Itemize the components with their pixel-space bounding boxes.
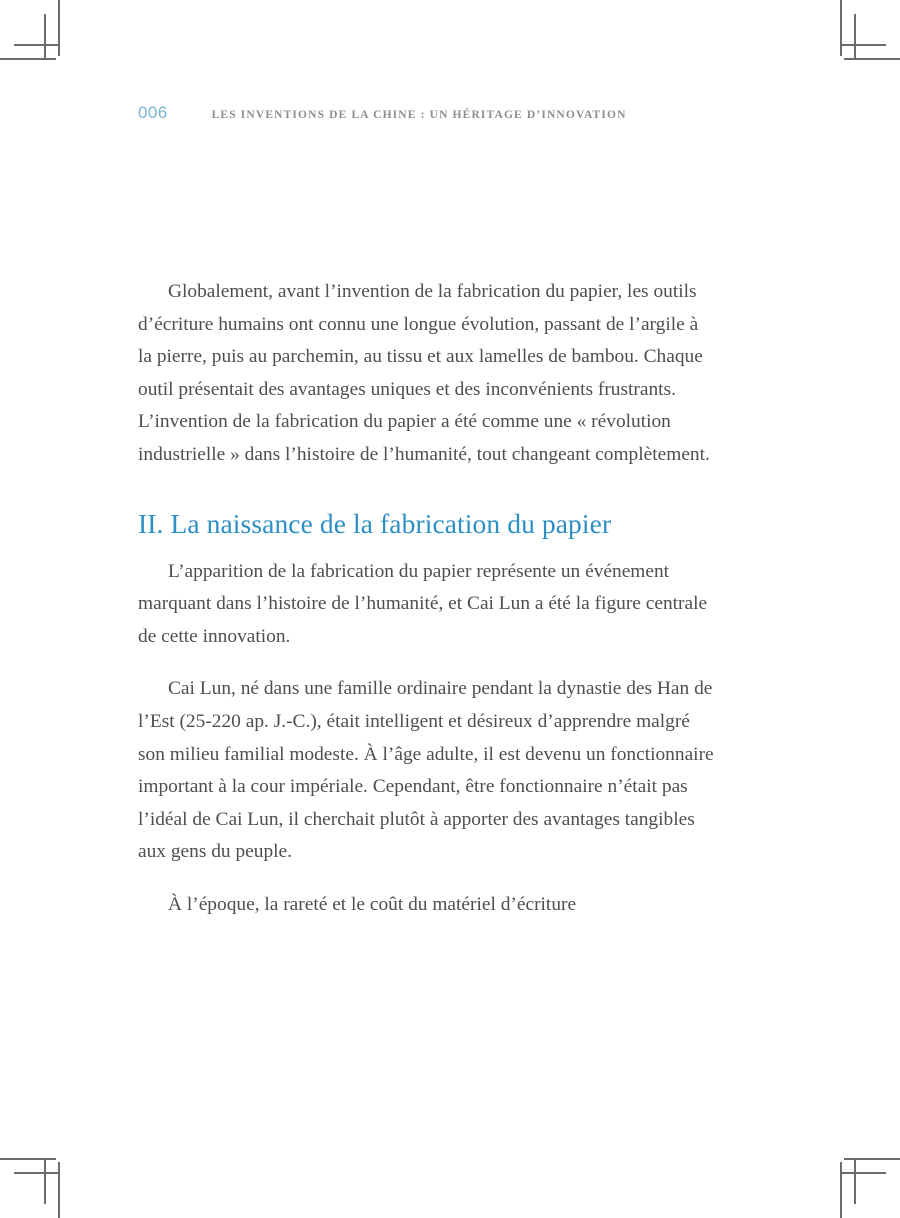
section-heading: II. La naissance de la fabrication du papier [138, 507, 612, 539]
crop-mark-vertical-short [44, 1158, 46, 1204]
paragraph: Globalement, avant l’invention de la fabrication du papier, les outils d’écriture humains ont connu une longue évolution, passant de l’argile à la pierre, puis au parchemin, au tissu et aux lamelles de bambou. Chaque outil présentait des avantages uniques et des inconvénients frustrants. L’invention de la fabrication du papier a été comme une « révolution industrielle » dans l’histoire de l’humanité, tout changeant complètement. [138, 281, 710, 465]
crop-mark-vertical-long [58, 1162, 60, 1218]
crop-mark-horizontal-short [14, 1172, 60, 1174]
crop-mark-horizontal-long [0, 58, 56, 60]
crop-mark-vertical-short [854, 1158, 856, 1204]
paragraph: À l’époque, la rareté et le coût du matériel d’écriture [168, 893, 577, 915]
crop-mark-horizontal-long [844, 1158, 900, 1160]
crop-mark-vertical-long [840, 0, 842, 56]
crop-mark-vertical-short [44, 14, 46, 60]
crop-mark-bottom-left-icon [0, 1138, 80, 1218]
paragraph: Cai Lun, né dans une famille ordinaire pendant la dynastie des Han de l’Est (25-220 ap. J.-C.), était intelligent et désireux d’apprendre malgré son milieu familial modeste. À l’âge adulte, il est devenu un fonctionnaire important à la cour impériale. Cependant, être fonctionnaire n’était pas l’idéal de Cai Lun, il cherchait plutôt à apporter des avantages tangibles aux gens du peuple. [138, 678, 714, 863]
running-head-title: LES INVENTIONS DE LA CHINE : UN HÉRITAGE D’INNOVATION [211, 109, 627, 121]
crop-mark-horizontal-short [14, 44, 60, 46]
page-number: 006 [138, 103, 168, 122]
crop-mark-vertical-short [854, 14, 856, 60]
page-text-block [138, 276, 714, 942]
crop-mark-top-right-icon [820, 0, 900, 80]
crop-mark-bottom-right-icon [820, 1138, 900, 1218]
crop-mark-horizontal-long [844, 58, 900, 60]
crop-mark-horizontal-short [840, 1172, 886, 1174]
crop-mark-horizontal-long [0, 1158, 56, 1160]
crop-mark-vertical-long [840, 1162, 842, 1218]
running-head [138, 103, 627, 123]
crop-mark-vertical-long [58, 0, 60, 56]
crop-mark-horizontal-short [840, 44, 886, 46]
crop-mark-top-left-icon [0, 0, 80, 80]
paragraph: L’apparition de la fabrication du papier représente un événement marquant dans l’histoire de l’humanité, et Cai Lun a été la figure centrale de cette innovation. [138, 560, 708, 647]
